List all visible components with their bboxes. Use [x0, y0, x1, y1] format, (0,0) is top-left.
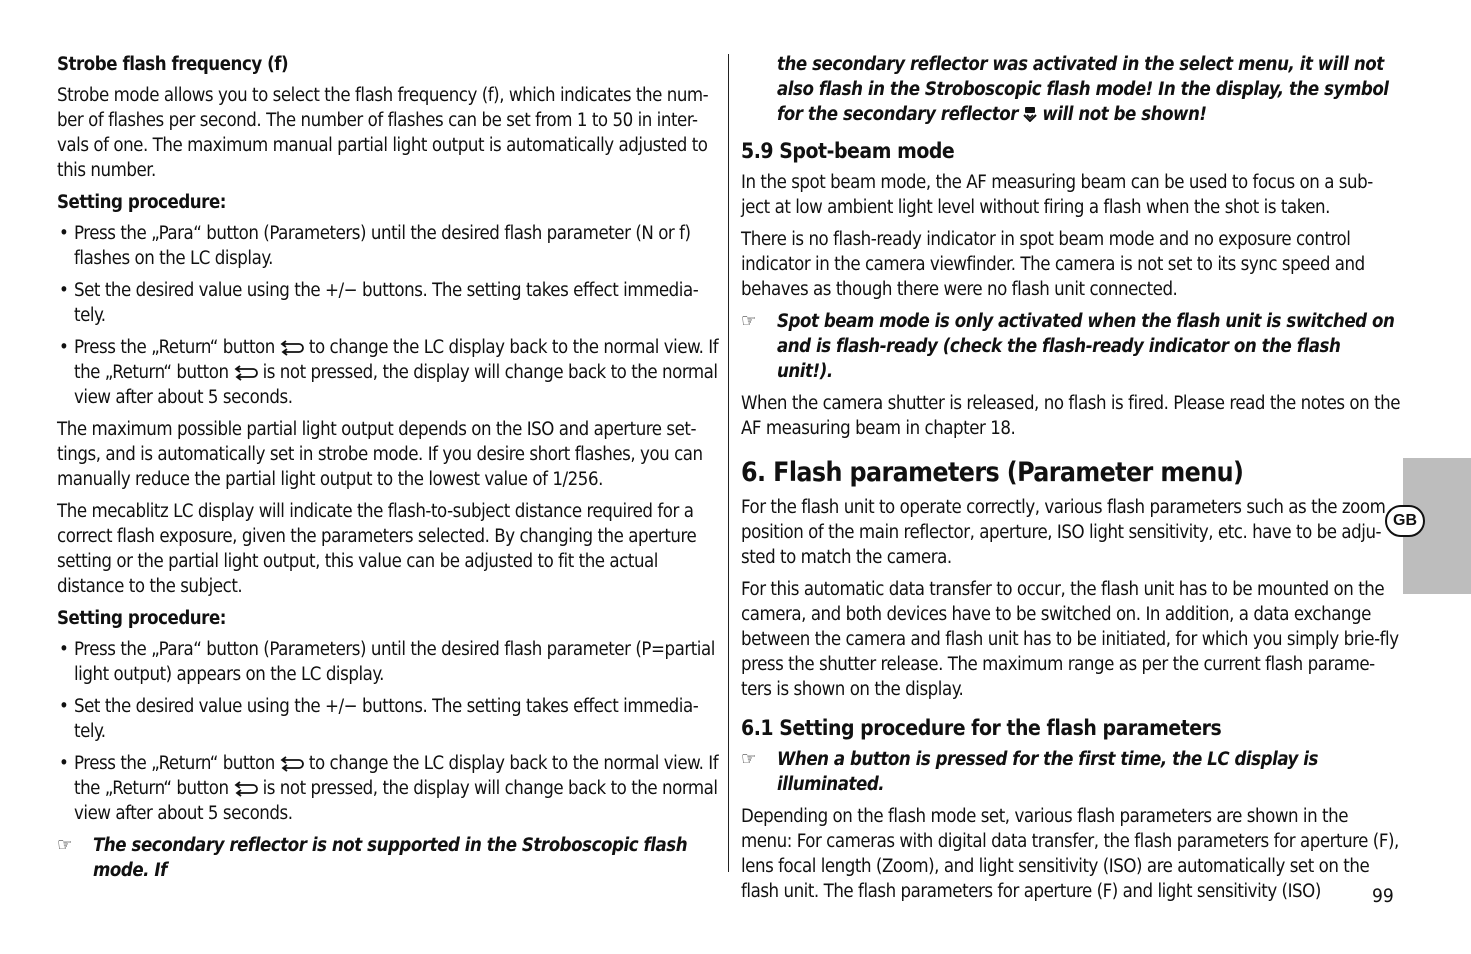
paragraph: Strobe mode allows you to select the flash frequency (f), which indicates the num-ber of flashes per second. The number of flashes can be set from 1 to 50 in inter-vals of one. The maximum manual partial light output is automatically adjusted to this number.	[57, 85, 709, 181]
paragraph: For this automatic data transfer to occur, the flash unit has to be mounted on the camera, and both devices have to be switched on. In addition, a data exchange between the camera and flash unit has to be initiated, for which you simply brie-fly press the shutter release. The maximum range as per the current flash parame-ters is shown on the display.	[741, 579, 1399, 700]
note-continuation: the secondary reflector was activated in the select menu, it will not also flash in the Stroboscopic flash mode! In the display, the symbol for the secondary reflector will not be shown!	[777, 54, 1389, 125]
secondary-reflector-icon	[1023, 106, 1037, 122]
section-heading-strobe-frequency: Strobe flash frequency (f)	[57, 54, 289, 75]
pointing-hand-icon: ☞	[57, 834, 72, 856]
list-item: • Press the „Return“ button to change the LC display back to the normal view. If the „Return“ button is not pressed, the display will change back to the normal view after about 5 seconds.	[59, 753, 719, 824]
list-item: • Set the desired value using the +/− buttons. The setting takes effect immedia-tely.	[59, 696, 699, 742]
return-arrow-icon	[279, 754, 305, 772]
return-arrow-icon	[233, 779, 259, 797]
paragraph: The maximum possible partial light output depends on the ISO and aperture set-tings, and is automatically set in strobe mode. If you desire short flashes, you can manually reduce the partial light output to the lowest value of 1/256.	[57, 419, 703, 490]
pointing-hand-icon: ☞	[741, 310, 756, 332]
chapter-heading-6: 6. Flash parameters (Parameter menu)	[741, 457, 1244, 488]
column-divider	[728, 54, 729, 872]
bullet-list	[57, 637, 723, 826]
left-column	[57, 52, 723, 890]
list-item: • Set the desired value using the +/− buttons. The setting takes effect immedia-tely.	[59, 280, 699, 326]
language-badge: GB	[1385, 505, 1425, 537]
return-arrow-icon	[233, 363, 259, 381]
bullet-list	[57, 221, 723, 410]
note: ☞ The secondary reflector is not supported in the Stroboscopic flash mode. If	[57, 834, 688, 881]
return-arrow-icon	[279, 338, 305, 356]
right-column	[741, 52, 1401, 911]
note: ☞ Spot beam mode is only activated when the flash unit is switched on and is flash-ready (check the flash-ready indicator on the flash unit!).	[741, 310, 1395, 382]
list-item: • Press the „Para“ button (Parameters) until the desired flash parameter (P=partial light output) appears on the LC display.	[59, 639, 715, 685]
paragraph: The mecablitz LC display will indicate the flash-to-subject distance required for a correct flash exposure, given the parameters selected. By changing the aperture setting or the partial light output, this value can be adjusted to fit the actual distance to the subject.	[57, 501, 697, 597]
paragraph: For the flash unit to operate correctly, various flash parameters such as the zoom position of the main reflector, aperture, ISO light sensitivity, etc. have to be adju-sted to match the camera.	[741, 497, 1386, 568]
setting-procedure-label: Setting procedure:	[57, 192, 226, 213]
note: ☞ When a button is pressed for the first time, the LC display is illuminated.	[741, 748, 1318, 795]
list-item: • Press the „Return“ button to change the LC display back to the normal view. If the „Return“ button is not pressed, the display will change back to the normal view after about 5 seconds.	[59, 337, 719, 408]
paragraph: When the camera shutter is released, no flash is fired. Please read the notes on the AF measuring beam in chapter 18.	[741, 393, 1401, 439]
section-heading-5-9: 5.9 Spot-beam mode	[741, 139, 955, 163]
page-number: 99	[1372, 885, 1394, 907]
paragraph: Depending on the flash mode set, various flash parameters are shown in the menu: For cameras with digital data transfer, the flash parameters for aperture (F), lens focal length (Zoom), and light sensitivity (ISO) are automatically set on the flash unit. The flash parameters for aperture (F) and light sensitivity (ISO)	[741, 806, 1399, 902]
pointing-hand-icon: ☞	[741, 748, 756, 770]
section-heading-6-1: 6.1 Setting procedure for the flash parameters	[741, 716, 1222, 740]
setting-procedure-label: Setting procedure:	[57, 608, 226, 629]
paragraph: There is no flash-ready indicator in spot beam mode and no exposure control indicator in the camera viewfinder. The camera is not set to its sync speed and behaves as though there were no flash unit connected.	[741, 229, 1365, 300]
paragraph: In the spot beam mode, the AF measuring beam can be used to focus on a sub-ject at low ambient light level without firing a flash when the shot is taken.	[741, 172, 1373, 218]
list-item: • Press the „Para“ button (Parameters) until the desired flash parameter (N or f) flashes on the LC display.	[59, 223, 691, 269]
